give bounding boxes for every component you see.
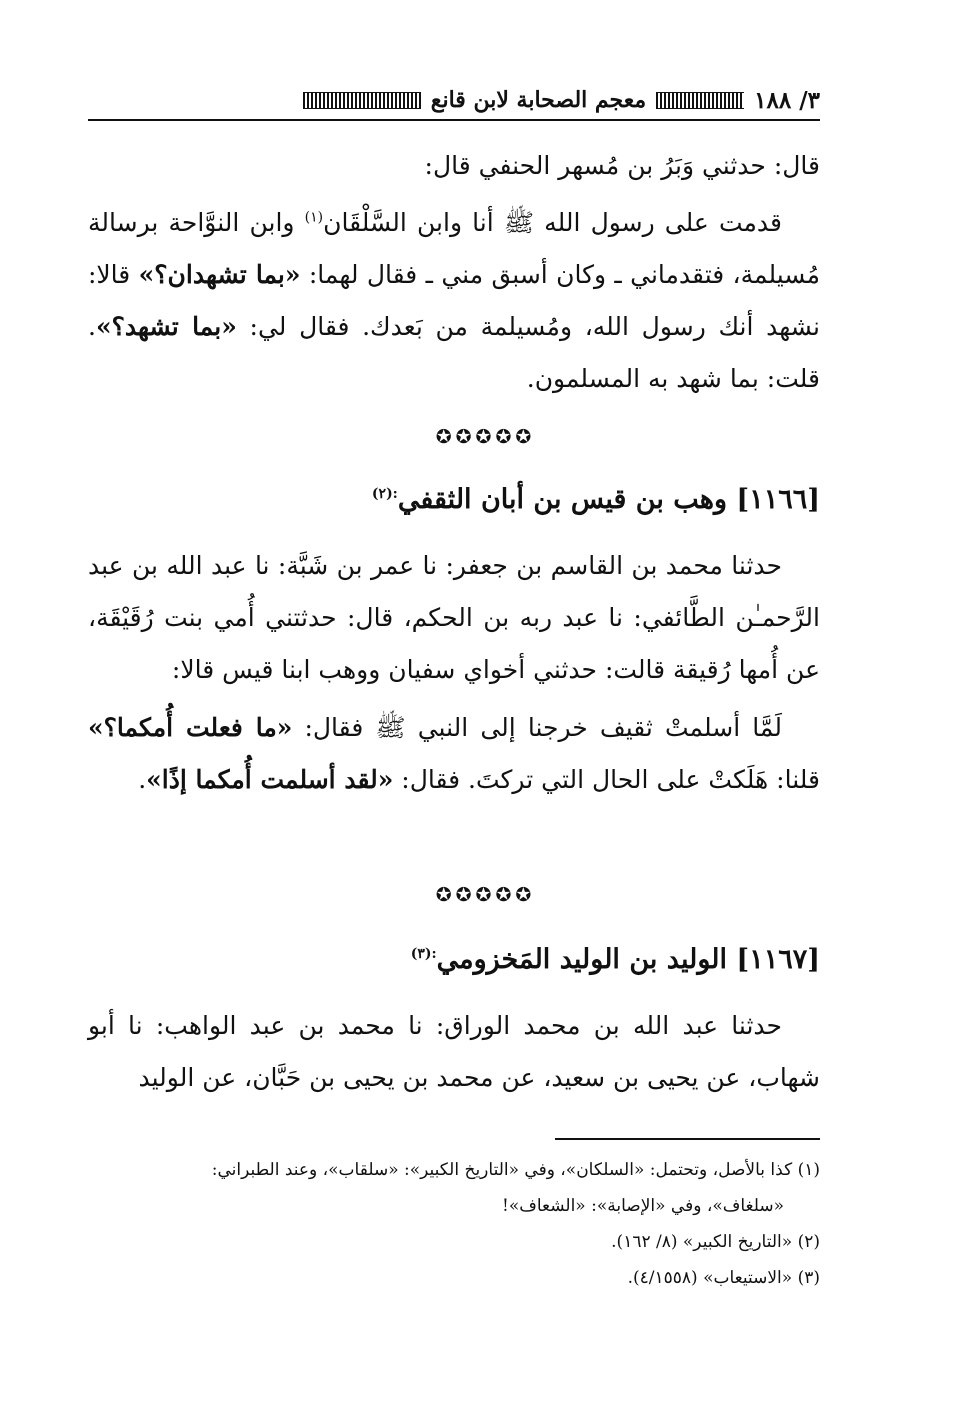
header-rule	[88, 119, 820, 121]
section-divider: ✪✪✪✪✪	[435, 426, 536, 448]
intro-block	[88, 140, 820, 192]
prophetic-quote: «بما تشهد؟»	[95, 312, 237, 341]
paragraph-text	[88, 197, 820, 405]
text-segment: . قلت: بما شهد به المسلمون.	[88, 312, 820, 393]
isnad-paragraph: حدثنا عبد الله بن محمد الوراق: نا محمد بن عبد الواهب: نا أبو شهاب، عن يحيى بن سعيد، عن محمد بن يحيى بن حَبَّان، عن الوليد	[88, 1011, 820, 1092]
header-ornament	[303, 92, 421, 109]
footnote-ref: (١)	[304, 209, 324, 226]
prophetic-quote: «بما تشهدان؟»	[138, 260, 301, 289]
footnotes	[88, 1152, 820, 1296]
running-header	[88, 78, 820, 122]
prophetic-quote: «لقد أسلمت أُمكما إذًا»	[146, 765, 394, 794]
text-segment: قلنا: هَلَكتْ على الحال التي تركتَ. فقال:	[393, 765, 820, 794]
text-segment: وابن النوَّاحة برسالة مُسيلمة، فتقدماني ـ وكان أسبق مني ـ فقال لهما:	[88, 208, 820, 289]
entry-1167	[88, 934, 820, 1104]
header-ornament	[656, 92, 744, 109]
entry-heading	[88, 934, 820, 986]
footnote-1-continued: «سلغاف»، وفي «الإصابة»: «الشعاف»!	[502, 1196, 784, 1216]
footnote-ref: :(٣)	[410, 946, 437, 962]
hadith-paragraph	[88, 702, 820, 806]
text-segment: قدمت على رسول الله ﷺ أنا وابن السَّلْقَان	[323, 208, 782, 237]
text-segment: لَمَّا أسلمتْ ثقيف خرجنا إلى النبي ﷺ فقال:	[292, 713, 782, 742]
intro-line: قال: حدثني وَبَرُ بن مُسهر الحنفي قال:	[424, 151, 820, 180]
entry-title: [١١٦٦] وهب بن قيس بن أبان الثقفي	[397, 484, 820, 515]
footnote-2: (٢) «التاريخ الكبير» (٨/ ١٦٢).	[611, 1232, 820, 1252]
running-title: معجم الصحابة لابن قانع	[430, 87, 647, 113]
footnote-3: (٣) «الاستيعاب» (٤/١٥٥٨).	[627, 1268, 820, 1288]
section-divider: ✪✪✪✪✪	[435, 884, 536, 906]
footnote-rule	[555, 1138, 820, 1140]
text-segment: .	[138, 765, 147, 794]
entry-title: [١١٦٧] الوليد بن الوليد المَخزومي	[436, 944, 820, 975]
entry-1166	[88, 474, 820, 806]
hadith-paragraph	[88, 197, 820, 405]
text-segment: قالا: نشهد أنك رسول الله، ومُسيلمة من بَعدك. فقال لي:	[88, 260, 820, 341]
page-number: ٣/ ١٨٨	[754, 86, 820, 114]
entry-heading	[88, 474, 820, 526]
footnote-ref: :(٢)	[371, 486, 398, 502]
footnote-1: (١) كذا بالأصل، وتحتمل: «السلكان»، وفي «التاريخ الكبير»: «سلقاب»، وعند الطبراني:	[211, 1160, 820, 1180]
isnad-paragraph: حدثنا محمد بن القاسم بن جعفر: نا عمر بن شَبَّة: نا عبد الله بن عبد الرَّحمـٰن الطَّائفي: نا عبد ربه بن الحكم، قال: حدثتني أُمي بنت رُقَيْقَة، عن أُمها رُقيقة قالت: حدثني أخواي سفيان ووهب ابنا قيس قالا:	[88, 551, 820, 684]
prophetic-quote: «ما فعلت أُمكما؟»	[88, 713, 293, 742]
